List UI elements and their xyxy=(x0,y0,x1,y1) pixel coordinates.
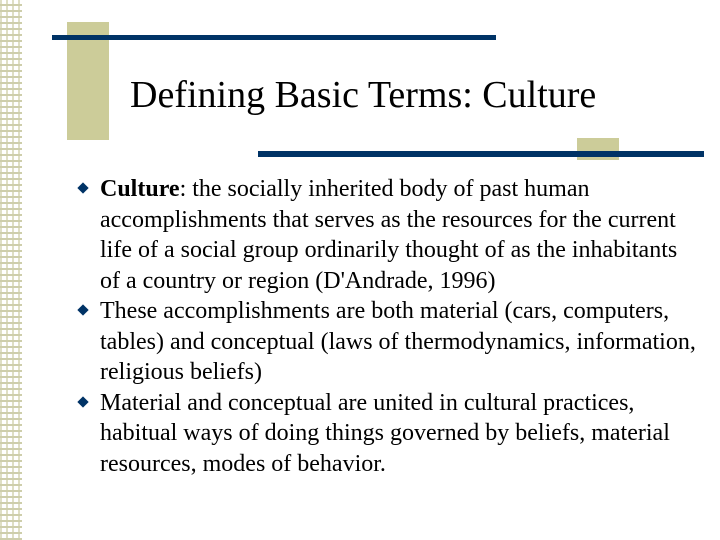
bullet-item xyxy=(70,174,700,296)
diamond-bullet-icon xyxy=(77,396,88,407)
diamond-bullet-icon xyxy=(77,182,88,193)
bullet-text: : the socially inherited body of past human accomplishments that serves as the resources for the current life of a social group ordinarily thought of as the inhabitants of a country or region (D'Andrade, 1996) xyxy=(100,176,678,294)
navy-rule-bottom xyxy=(258,151,704,157)
bullet-term: Culture xyxy=(100,176,180,202)
bullet-item xyxy=(70,296,700,388)
checker-strip-decoration xyxy=(0,0,22,540)
bullet-item xyxy=(70,388,700,480)
diamond-bullet-icon xyxy=(77,304,88,315)
bullet-text: Material and conceptual are united in cultural practices, habitual ways of doing things governed by beliefs, material resources, modes of behavior. xyxy=(100,389,670,477)
navy-rule-top xyxy=(52,35,496,40)
slide-title: Defining Basic Terms: Culture xyxy=(130,74,597,116)
bullet-text: These accomplishments are both material (cars, computers, tables) and conceptual (laws of thermodynamics, information, religious beliefs) xyxy=(100,298,696,385)
bullet-list xyxy=(70,174,700,479)
